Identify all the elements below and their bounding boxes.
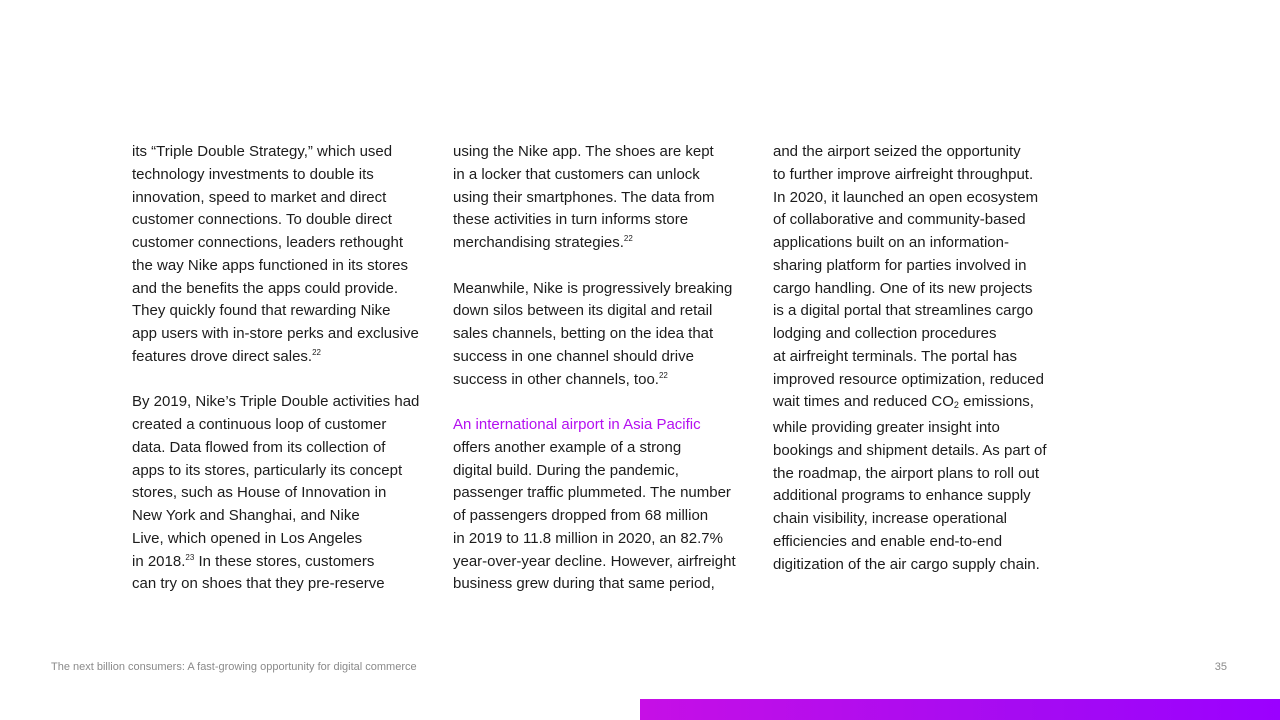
footnote-ref[interactable]: 22	[312, 347, 321, 357]
text-line: customer connections, leaders rethought	[132, 234, 403, 251]
text-line: applications built on an information-	[773, 234, 1009, 251]
text-line: offers another example of a strong	[453, 438, 682, 456]
text-line: innovation, speed to market and direct	[132, 188, 387, 206]
text-line: improved resource optimization, reduced	[773, 370, 1044, 388]
text-line: Meanwhile, Nike is progressively breaking	[453, 279, 733, 297]
text-line: to further improve airfreight throughput.	[773, 165, 1034, 183]
text-line: in 2019 to 11.8 million in 2020, an 82.7%	[453, 529, 723, 547]
accent-gradient-bar	[640, 699, 1280, 720]
text-line: They quickly found that rewarding Nike	[132, 302, 391, 320]
text-line: app users with in-store perks and exclusive	[132, 325, 419, 342]
text-line: passenger traffic plummeted. The number	[453, 484, 731, 502]
text-line	[132, 551, 432, 574]
footnote-ref[interactable]: 22	[658, 370, 668, 380]
text-line: down silos between its digital and retail	[453, 302, 713, 320]
text-line: can try on shoes that they pre-reserve	[132, 575, 385, 593]
text-line: chain visibility, increase operational	[773, 510, 1008, 527]
text-column-1	[132, 141, 432, 619]
footnote-ref[interactable]: 22	[623, 234, 633, 243]
text-line: business grew during that same period,	[453, 575, 715, 593]
text-fragment: wait times and reduced CO	[773, 393, 954, 411]
text-line: success in one channel should drive	[453, 347, 694, 365]
text-line: is a digital portal that streamlines cargo	[773, 302, 1034, 320]
text-line: using their smartphones. The data from	[453, 188, 715, 206]
text-fragment: merchandising strategies.	[453, 234, 624, 251]
text-line: By 2019, Nike’s Triple Double activities had	[132, 393, 420, 411]
text-line: cargo handling. One of its new projects	[773, 279, 1033, 297]
text-line: and the airport seized the opportunity	[773, 143, 1021, 160]
text-fragment: emissions,	[958, 393, 1034, 411]
text-column-2	[453, 141, 753, 619]
text-line: created a continuous loop of customer	[132, 416, 387, 433]
paragraph-airport-example	[453, 414, 753, 596]
text-fragment: in 2018.	[132, 552, 186, 570]
text-line: digitization of the air cargo supply chain.	[773, 555, 1040, 573]
text-line: these activities in turn informs store	[453, 211, 689, 229]
text-line: efficiencies and enable end-to-end	[773, 532, 1003, 550]
text-line: Live, which opened in Los Angeles	[132, 529, 363, 547]
text-line: of collaborative and community-based	[773, 211, 1026, 229]
text-line	[132, 346, 432, 369]
text-line: customer connections. To double direct	[132, 211, 392, 229]
text-line: lodging and collection procedures	[773, 325, 997, 342]
text-line: the roadmap, the airport plans to roll out	[773, 464, 1039, 482]
text-line: sales channels, betting on the idea that	[453, 325, 714, 342]
paragraph-triple-double-strategy	[132, 141, 432, 369]
text-line: year-over-year decline. However, airfreight	[453, 552, 736, 570]
text-line: the way Nike apps functioned in its stores	[132, 256, 408, 274]
text-line: sharing platform for parties involved in	[773, 256, 1027, 274]
text-line: digital build. During the pandemic,	[453, 461, 679, 479]
paragraph-airfreight-ecosystem	[773, 141, 1073, 576]
text-line: stores, such as House of Innovation in	[132, 484, 387, 502]
text-line: additional programs to enhance supply	[773, 487, 1031, 505]
text-column-3	[773, 141, 1073, 599]
text-fragment: success in other channels, too.	[453, 370, 659, 388]
text-line: its “Triple Double Strategy,” which used	[132, 143, 393, 160]
highlighted-lead-in: An international airport in Asia Pacific	[453, 416, 701, 433]
paragraph-nike-app-locker	[453, 141, 753, 255]
text-line: technology investments to double its	[132, 165, 374, 183]
text-line	[453, 232, 753, 255]
text-line	[453, 369, 753, 392]
text-line: data. Data flowed from its collection of	[132, 438, 386, 456]
text-line: bookings and shipment details. As part of	[773, 441, 1047, 459]
text-line: while providing greater insight into	[773, 419, 1000, 436]
text-line: New York and Shanghai, and Nike	[132, 507, 360, 524]
text-line: apps to its stores, particularly its concept	[132, 461, 403, 479]
text-line	[773, 391, 1073, 417]
footnote-ref[interactable]: 23	[185, 552, 195, 562]
subscript: 2	[953, 400, 959, 411]
text-line: using the Nike app. The shoes are kept	[453, 143, 714, 160]
text-line: in a locker that customers can unlock	[453, 165, 700, 183]
paragraph-customer-data-loop	[132, 391, 432, 596]
page-number: 35	[1214, 661, 1227, 673]
text-line: of passengers dropped from 68 million	[453, 507, 709, 524]
footer-document-title: The next billion consumers: A fast-growing opportunity for digital commerce	[51, 661, 417, 673]
paragraph-breaking-silos	[453, 278, 753, 392]
text-fragment: features drove direct sales.	[132, 347, 313, 365]
text-line: at airfreight terminals. The portal has	[773, 347, 1018, 365]
text-fragment: In these stores, customers	[194, 552, 375, 570]
text-line: and the benefits the apps could provide.	[132, 279, 399, 297]
text-line: In 2020, it launched an open ecosystem	[773, 188, 1039, 206]
